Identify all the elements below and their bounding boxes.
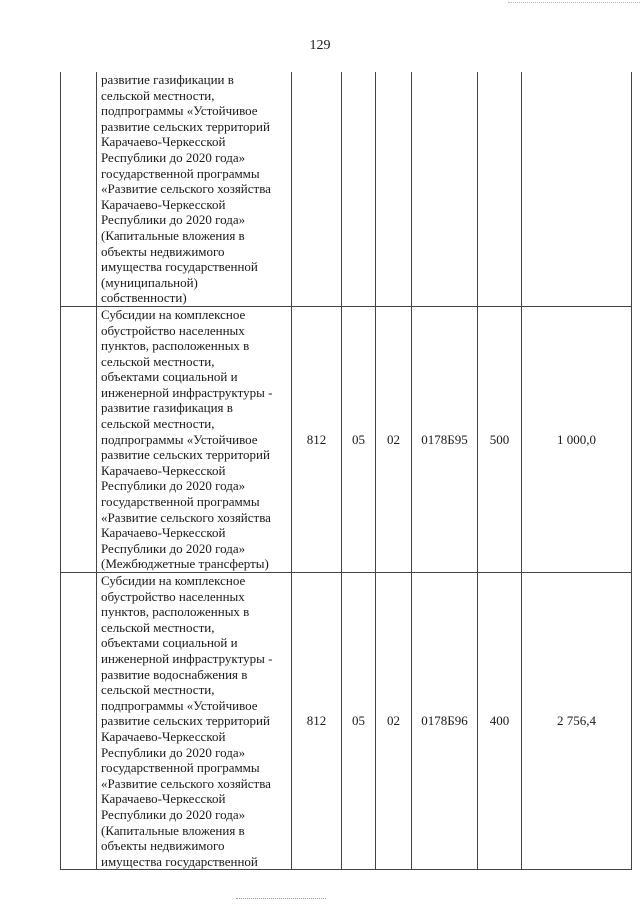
description-line: (Капитальные вложения в — [101, 822, 245, 838]
target-article-cell: 0178Б96 — [412, 573, 478, 870]
table-row — [61, 573, 632, 870]
description-line: развитие газификация в — [101, 400, 233, 416]
ministry-code-cell — [292, 72, 342, 306]
description-line: Республики до 2020 года» — [101, 212, 246, 228]
section-code-cell: 05 — [342, 306, 376, 572]
description-line: государственной программы — [101, 165, 260, 181]
ministry-code-cell: 812 — [292, 306, 342, 572]
scan-edge-rule-bottom — [236, 898, 326, 899]
description-line: государственной программы — [101, 760, 260, 776]
expense-type-cell — [478, 72, 522, 306]
description-line: обустройство населенных — [101, 322, 245, 338]
description-cell — [97, 306, 292, 572]
subsection-code-cell: 02 — [376, 573, 412, 870]
description-line: Карачаево-Черкесской — [101, 728, 226, 744]
row-number-cell — [61, 306, 97, 572]
description-line: Карачаево-Черкесской — [101, 791, 226, 807]
description-line: подпрограммы «Устойчивое — [101, 103, 258, 119]
expense-type-cell: 500 — [478, 306, 522, 572]
description-line: имущества государственной — [101, 853, 258, 869]
table-row — [61, 72, 632, 306]
description-line: объекты недвижимого — [101, 838, 225, 854]
description-line: развитие водоснабжения в — [101, 666, 248, 682]
description-line: Карачаево-Черкесской — [101, 134, 226, 150]
description-line: развитие сельских территорий — [101, 447, 270, 463]
description-line: Карачаево-Черкесской — [101, 462, 226, 478]
description-line: Республики до 2020 года» — [101, 149, 246, 165]
description-line: Субсидии на комплексное — [101, 306, 246, 322]
page-number: 129 — [309, 38, 331, 53]
description-line: инженерной инфраструктуры - — [101, 650, 273, 666]
description-line: объектами социальной и — [101, 635, 238, 651]
description-line: развитие сельских территорий — [101, 713, 270, 729]
target-article-cell: 0178Б95 — [412, 306, 478, 572]
description-line: сельской местности, — [101, 619, 215, 635]
row-number-cell — [61, 72, 97, 306]
description-line: обустройство населенных — [101, 588, 245, 604]
description-line: (Капитальные вложения в — [101, 227, 245, 243]
description-line: сельской местности, — [101, 353, 215, 369]
description-cell — [97, 573, 292, 870]
section-code-cell: 05 — [342, 573, 376, 870]
description-line: Карачаево-Черкесской — [101, 196, 226, 212]
description-cell — [97, 72, 292, 306]
description-line: пунктов, расположенных в — [101, 604, 250, 620]
description-line: объектами социальной и — [101, 369, 238, 385]
description-line: Республики до 2020 года» — [101, 744, 246, 760]
amount-cell: 2 756,4 — [522, 573, 632, 870]
description-line: Карачаево-Черкесской — [101, 525, 226, 541]
description-line: Республики до 2020 года» — [101, 540, 246, 556]
amount-cell: 1 000,0 — [522, 306, 632, 572]
description-line: «Развитие сельского хозяйства — [101, 775, 271, 791]
table-row — [61, 306, 632, 572]
description-line: Субсидии на комплексное — [101, 573, 246, 588]
description-line: (муниципальной) — [101, 274, 198, 290]
description-line: развитие газификации в — [101, 72, 234, 87]
description-line: имущества государственной — [101, 259, 258, 275]
subsection-code-cell — [376, 72, 412, 306]
scan-edge-rule-top — [508, 2, 640, 3]
description-line: «Развитие сельского хозяйства — [101, 181, 271, 197]
description-line: сельской местности, — [101, 682, 215, 698]
description-line: государственной программы — [101, 494, 260, 510]
description-line: объекты недвижимого — [101, 243, 225, 259]
description-line: (Межбюджетные трансферты) — [101, 556, 269, 572]
amount-cell — [522, 72, 632, 306]
description-line: подпрограммы «Устойчивое — [101, 697, 258, 713]
description-line: сельской местности, — [101, 87, 215, 103]
target-article-cell — [412, 72, 478, 306]
description-line: инженерной инфраструктуры - — [101, 384, 273, 400]
budget-table — [60, 72, 632, 870]
description-line: сельской местности, — [101, 416, 215, 432]
description-line: собственности) — [101, 290, 187, 306]
ministry-code-cell: 812 — [292, 573, 342, 870]
description-line: Республики до 2020 года» — [101, 806, 246, 822]
row-number-cell — [61, 573, 97, 870]
section-code-cell — [342, 72, 376, 306]
description-line: пунктов, расположенных в — [101, 338, 250, 354]
description-line: «Развитие сельского хозяйства — [101, 509, 271, 525]
description-line: Республики до 2020 года» — [101, 478, 246, 494]
subsection-code-cell: 02 — [376, 306, 412, 572]
description-line: подпрограммы «Устойчивое — [101, 431, 258, 447]
description-line: развитие сельских территорий — [101, 118, 270, 134]
expense-type-cell: 400 — [478, 573, 522, 870]
